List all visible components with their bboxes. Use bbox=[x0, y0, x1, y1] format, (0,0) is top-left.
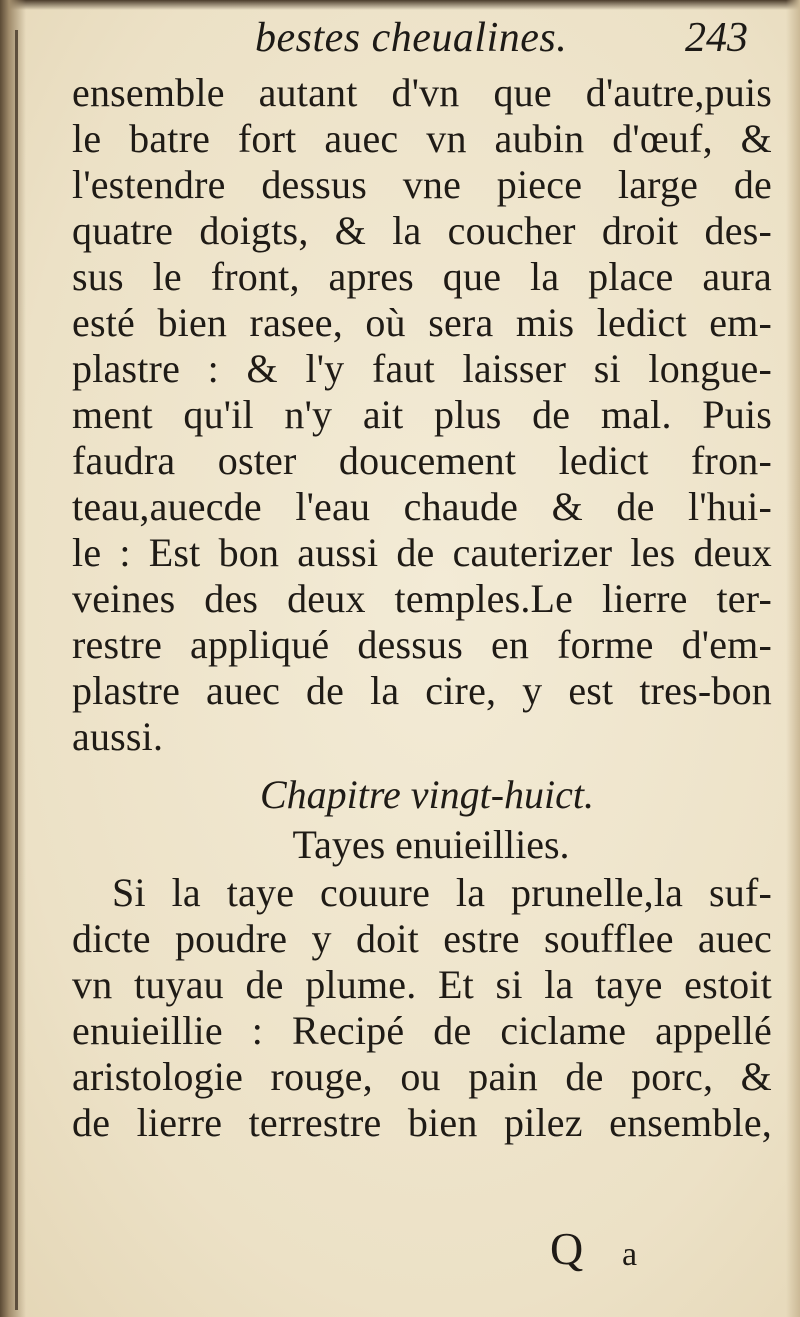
text-line: faudra oster doucement ledict fron- bbox=[72, 438, 772, 483]
page-right-edge bbox=[786, 0, 800, 1317]
text-line: le batre fort auec vn aubin d'œuf, & bbox=[72, 116, 772, 161]
text-line: teau,auecde l'eau chaude & de l'hui- bbox=[72, 484, 772, 529]
gutter-shadow bbox=[0, 0, 26, 1317]
text-line: de lierre terrestre bien pilez ensemble, bbox=[72, 1100, 772, 1145]
text-line: vn tuyau de plume. Et si la taye estoit bbox=[72, 962, 772, 1007]
running-title: bestes cheualines. bbox=[255, 15, 568, 61]
page-number: 243 bbox=[685, 15, 748, 61]
signature-mark: a bbox=[622, 1236, 638, 1273]
text-line: aussi. bbox=[72, 714, 164, 759]
page-top-edge bbox=[0, 0, 800, 10]
text-line: plastre auec de la cire, y est tres-bon bbox=[72, 668, 772, 713]
text-line: l'estendre dessus vne piece large de bbox=[72, 162, 772, 207]
text-line: Si la taye couure la prunelle,la suf- bbox=[112, 870, 772, 915]
text-line: veines des deux temples.Le lierre ter- bbox=[72, 576, 772, 621]
text-line: dicte poudre y doit estre soufflee auec bbox=[72, 916, 772, 961]
text-line: enuieillie : Recipé de ciclame appellé bbox=[72, 1008, 772, 1053]
gutter-line bbox=[15, 30, 18, 1310]
text-line: ensemble autant d'vn que d'autre,puis bbox=[72, 70, 772, 115]
chapter-title: Chapitre vingt-huict. bbox=[259, 772, 595, 817]
catchword: Q bbox=[550, 1223, 584, 1274]
text-line: plastre : & l'y faut laisser si longue- bbox=[72, 346, 772, 391]
text-line: ment qu'il n'y ait plus de mal. Puis bbox=[72, 392, 772, 437]
page-header bbox=[80, 12, 770, 70]
text-line: quatre doigts, & la coucher droit des- bbox=[72, 208, 772, 253]
chapter-subtitle: Tayes enuieillies. bbox=[292, 822, 570, 867]
text-line: esté bien rasee, où sera mis ledict em- bbox=[72, 300, 772, 345]
text-line: restre appliqué dessus en forme d'em- bbox=[72, 622, 772, 667]
body-text bbox=[72, 70, 772, 1146]
text-line: le : Est bon aussi de cauterizer les deux bbox=[72, 530, 772, 575]
text-line: aristologie rouge, ou pain de porc, & bbox=[72, 1054, 772, 1099]
text-line: sus le front, apres que la place aura bbox=[72, 254, 772, 299]
